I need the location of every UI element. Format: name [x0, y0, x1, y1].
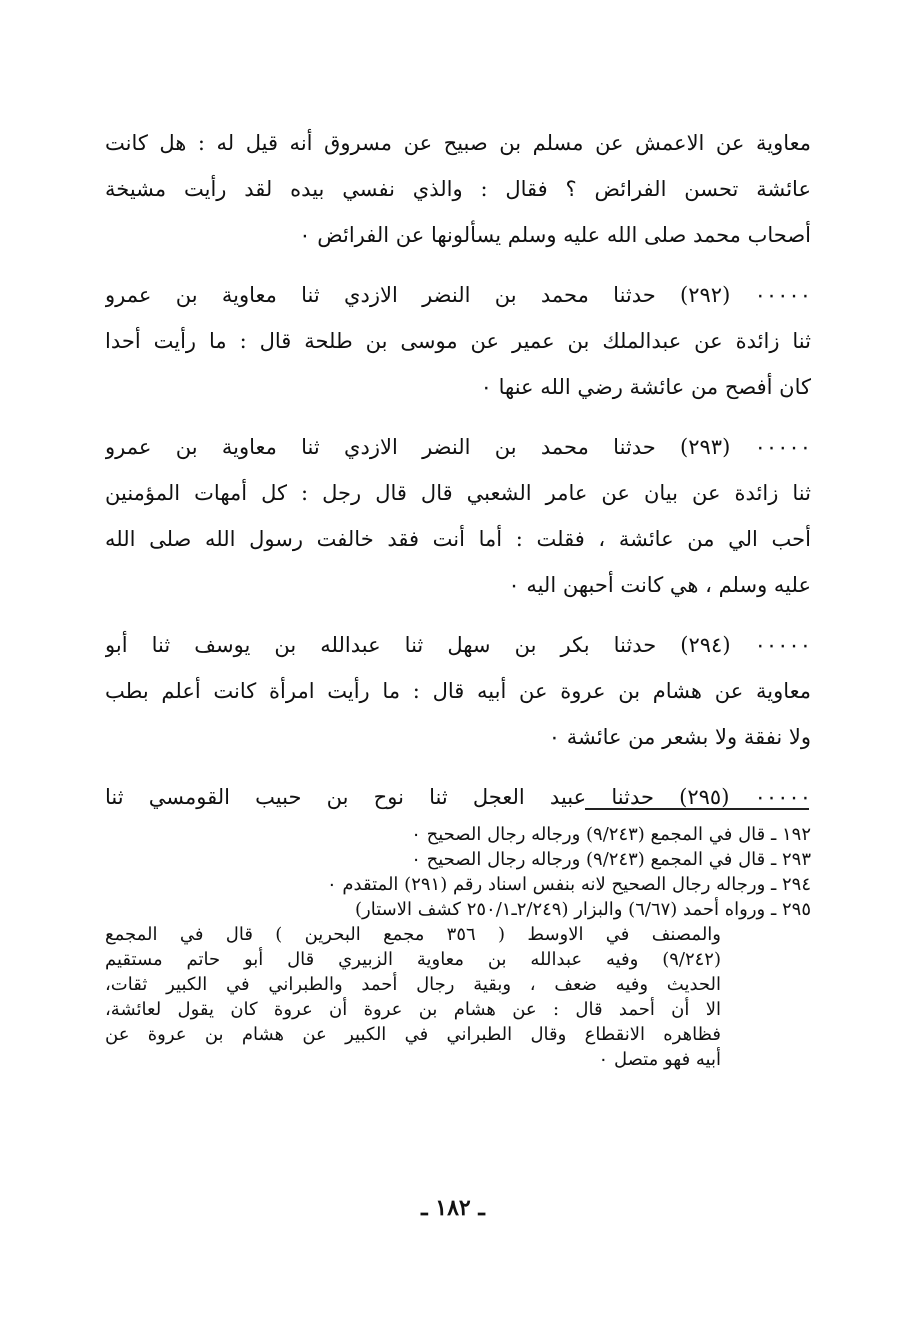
page-number: ـ ١٨٢ ـ [421, 1195, 485, 1221]
text-line: ٠٠٠٠٠ (٢٩٥) حدثنا عبيد العجل ثنا نوح بن حبيب القومسي ثنا [105, 785, 811, 809]
footnote: ٢٩٥ ـ ورواه أحمد (٦/٦٧) والبزار (٢/٢٤٩ـ٢٥٠/١ كشف الاستار) [355, 899, 811, 920]
text-line: أحب الي من عائشة ، فقلت : أما أنت فقد خالفت رسول الله صلى الله [105, 527, 811, 551]
text-line: أصحاب محمد صلى الله عليه وسلم يسألونها عن الفرائض ٠ [299, 223, 811, 247]
footnote: ١٩٢ ـ قال في المجمع (٩/٢٤٣) ورجاله رجال الصحيح ٠ [411, 824, 811, 845]
footnote-continuation: فظاهره الانقطاع وقال الطبراني في الكبير عن هشام بن عروة عن [105, 1024, 721, 1045]
footnote: ٢٩٣ ـ قال في المجمع (٩/٢٤٣) ورجاله رجال الصحيح ٠ [411, 849, 811, 870]
text-line: عائشة تحسن الفرائض ؟ فقال : والذي نفسي بيده لقد رأيت مشيخة [105, 177, 811, 201]
text-line: ٠٠٠٠٠ (٢٩٣) حدثنا محمد بن النضر الازدي ثنا معاوية بن عمرو [105, 435, 811, 459]
text-line: معاوية عن الاعمش عن مسلم بن صبيح عن مسروق أنه قيل له : هل كانت [105, 131, 811, 155]
text-line: ثنا زائدة عن عبدالملك بن عمير عن موسى بن طلحة قال : ما رأيت أحدا [105, 329, 811, 353]
text-line: معاوية عن هشام بن عروة عن أبيه قال : ما رأيت امرأة كانت أعلم بطب [105, 679, 811, 703]
footnote-continuation: والمصنف في الاوسط ( ٣٥٦ مجمع البحرين ) قال في المجمع [105, 924, 721, 945]
footnote-divider [585, 808, 809, 810]
text-line: ٠٠٠٠٠ (٢٩٤) حدثنا بكر بن سهل ثنا عبدالله بن يوسف ثنا أبو [105, 633, 811, 657]
text-line: عليه وسلم ، هي كانت أحبهن اليه ٠ [508, 573, 811, 597]
footnote-continuation: أبيه فهو متصل ٠ [598, 1049, 721, 1070]
footnote-continuation: (٩/٢٤٢) وفيه عبدالله بن معاوية الزبيري قال أبو حاتم مستقيم [105, 949, 721, 970]
footnotes [105, 822, 811, 1072]
footnote-continuation: الا أن أحمد قال : عن هشام بن عروة أن عروة كان يقول لعائشة، [105, 999, 721, 1020]
text-line: ولا نفقة ولا بشعر من عائشة ٠ [548, 725, 811, 749]
text-line: ٠٠٠٠٠ (٢٩٢) حدثنا محمد بن النضر الازدي ثنا معاوية بن عمرو [105, 283, 811, 307]
main-text [105, 120, 811, 820]
text-line: كان أفصح من عائشة رضي الله عنها ٠ [480, 375, 811, 399]
text-line: ثنا زائدة عن بيان عن عامر الشعبي قال قال رجل : كل أمهات المؤمنين [105, 481, 811, 505]
footnote-continuation: الحديث وفيه ضعف ، وبقية رجال أحمد والطبراني في الكبير ثقات، [105, 974, 721, 995]
footnote: ٢٩٤ ـ ورجاله رجال الصحيح لانه بنفس اسناد رقم (٢٩١) المتقدم ٠ [327, 874, 811, 895]
